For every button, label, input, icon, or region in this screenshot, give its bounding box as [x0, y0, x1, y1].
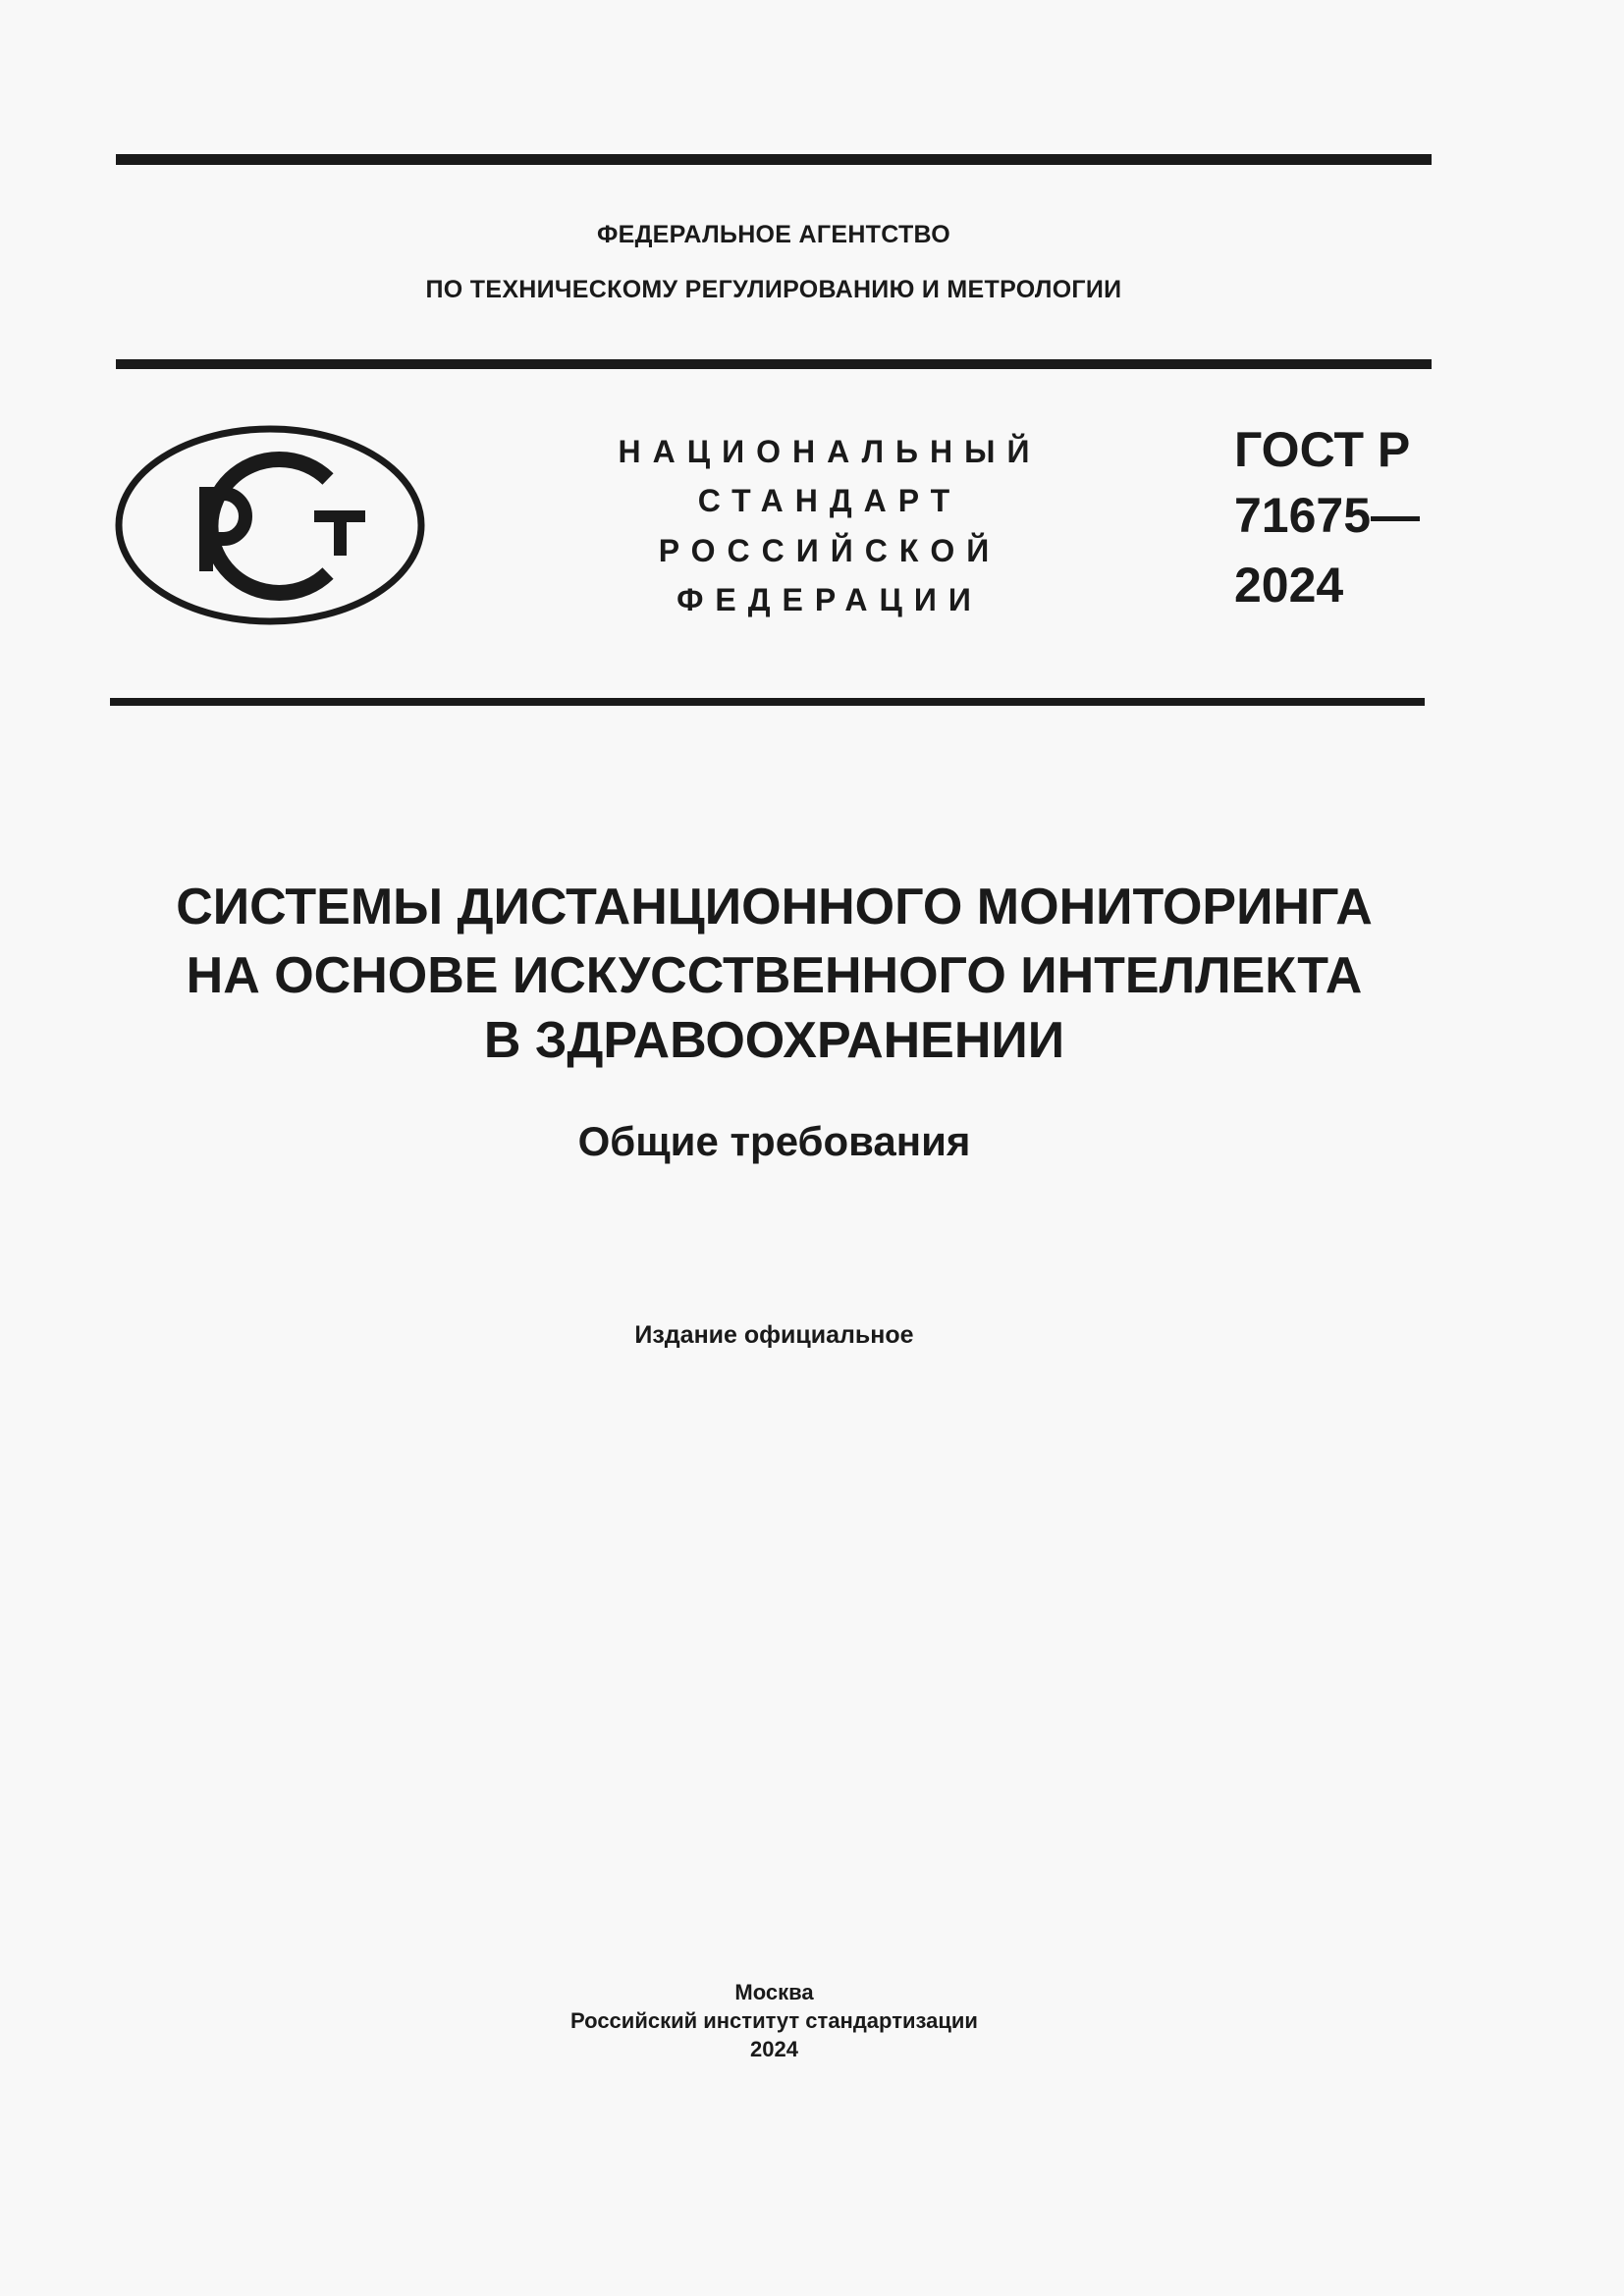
agency-name-line-2: ПО ТЕХНИЧЕСКОМУ РЕГУЛИРОВАНИЮ И МЕТРОЛОГИИ	[425, 276, 1122, 303]
document-title-line-1: СИСТЕМЫ ДИСТАНЦИОННОГО МОНИТОРИНГА	[176, 879, 1373, 935]
standard-designation-number: 71675—	[1234, 488, 1421, 543]
publisher-city: Москва	[734, 1980, 814, 2004]
national-standard-line-1: НАЦИОНАЛЬНЫЙ	[618, 434, 1042, 469]
agency-name-line-1: ФЕДЕРАЛЬНОЕ АГЕНТСТВО	[596, 221, 951, 248]
logo-rule	[110, 698, 1425, 706]
national-standard-line-4: ФЕДЕРАЦИИ	[677, 582, 983, 617]
document-subtitle: Общие требования	[577, 1118, 971, 1164]
national-standard-line-2: СТАНДАРТ	[697, 483, 962, 518]
publisher-name: Российский институт стандартизации	[570, 2008, 978, 2033]
standard-designation-prefix: ГОСТ Р	[1234, 422, 1411, 477]
header-rule	[116, 359, 1432, 369]
rst-certification-mark-icon	[114, 424, 426, 626]
publication-year: 2024	[750, 2037, 798, 2061]
standard-designation-year: 2024	[1234, 558, 1344, 613]
document-title-line-3: В ЗДРАВООХРАНЕНИИ	[483, 1012, 1065, 1069]
edition-note: Издание официальное	[634, 1321, 914, 1349]
national-standard-line-3: РОССИЙСКОЙ	[658, 533, 1001, 568]
document-title-line-2: НА ОСНОВЕ ИСКУССТВЕННОГО ИНТЕЛЛЕКТА	[186, 947, 1363, 1004]
top-rule	[116, 154, 1432, 165]
